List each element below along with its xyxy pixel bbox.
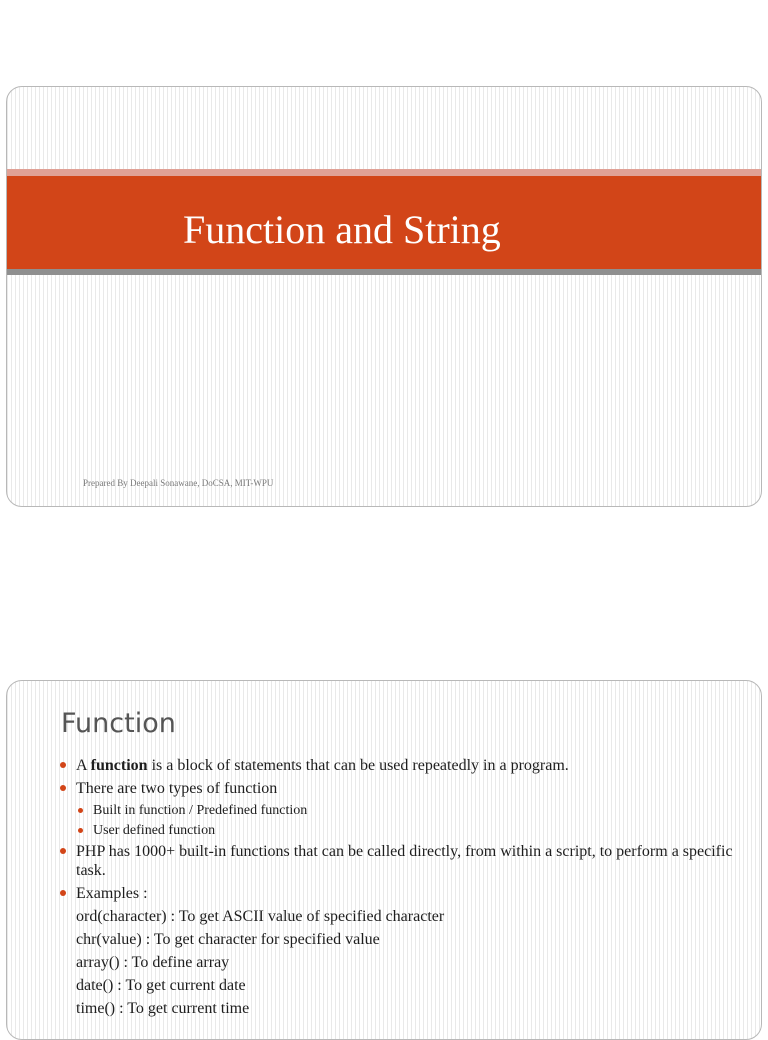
title-slide — [6, 86, 762, 507]
bullet-suffix: is a block of statements that can be used repeatedly in a program. — [147, 757, 569, 774]
slide-heading: Function — [61, 708, 176, 739]
slide-content — [59, 756, 739, 1022]
function-slide — [6, 680, 762, 1040]
bullet-prefix: A — [76, 757, 91, 774]
slide-footer: Prepared By Deepali Sonawane, DoCSA, MIT-WPU — [83, 478, 274, 488]
example-line: array() : To define array — [76, 954, 230, 971]
bullet-php-builtins: PHP has 1000+ built-in functions that can be called directly, from within a script, to perform a specific task. — [59, 842, 739, 880]
example-line: date() : To get current date — [76, 977, 246, 994]
subbullet-builtin: Built in function / Predefined function — [59, 802, 739, 820]
bullet-list — [59, 756, 739, 903]
title-band-top-stripe — [7, 169, 761, 176]
slide-title: Function and String — [183, 207, 501, 252]
title-band-bottom-stripe — [7, 269, 761, 275]
bullet-function-definition — [59, 756, 739, 775]
bullet-bold-term: function — [90, 757, 148, 774]
example-line: ord(character) : To get ASCII value of specified character — [76, 908, 445, 925]
bullet-function-types: There are two types of function — [59, 779, 739, 798]
bullet-examples: Examples : — [59, 884, 739, 903]
example-line: time() : To get current time — [76, 1000, 250, 1017]
example-line: chr(value) : To get character for specified value — [76, 931, 380, 948]
subbullet-user-defined: User defined function — [59, 822, 739, 840]
